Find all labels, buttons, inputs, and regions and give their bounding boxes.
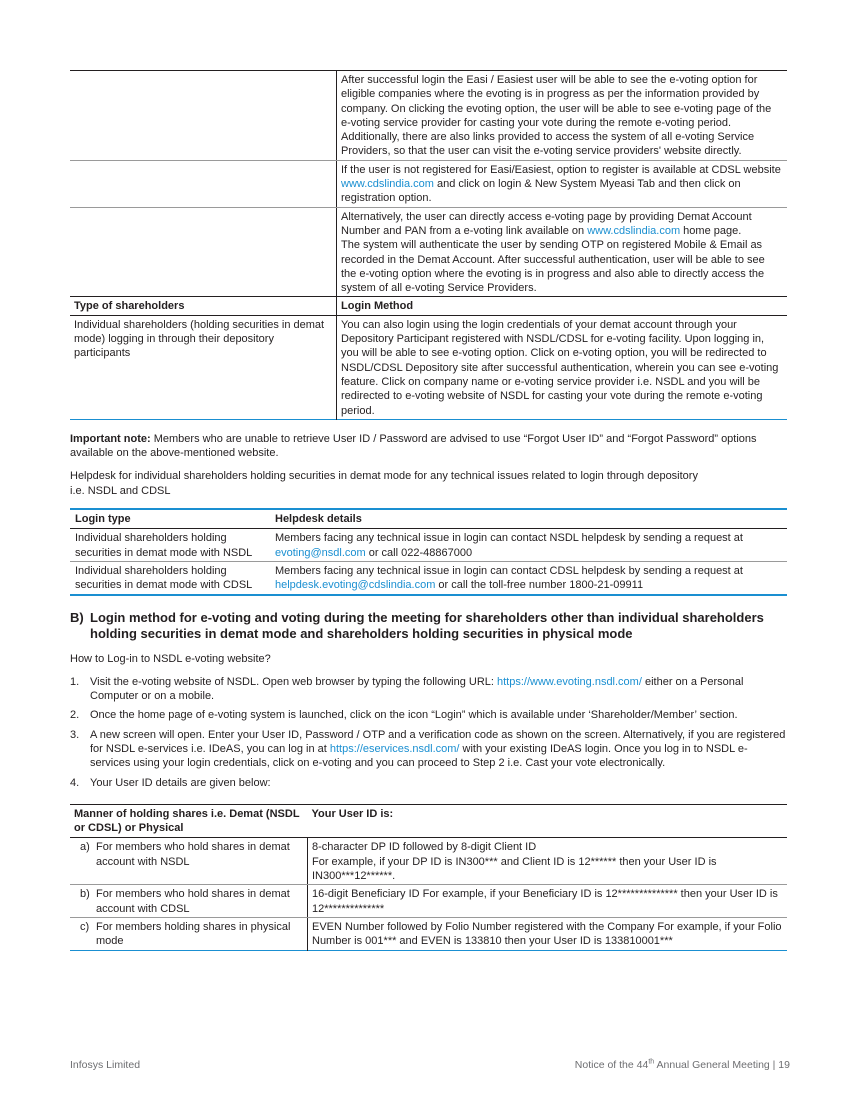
table-row [70,160,787,207]
footer-title: Notice of the 44th Annual General Meeting | 19 [574,1058,790,1071]
cdsl-email-link[interactable]: helpdesk.evoting@cdslindia.com [275,579,436,592]
column-header: Manner of holding shares i.e. Demat (NSDL or CDSL) or Physical [70,804,308,838]
table-header-row [70,509,787,529]
cdsl-website-link[interactable]: www.cdslindia.com [587,224,681,237]
table-cell: EVEN Number followed by Folio Number registered with the Company For example, if your Folio Number is 001*** and EVEN is 133810 then your User ID is 133810001*** [308,917,788,950]
table-header-row [70,297,787,315]
important-note-label: Important note: [70,432,151,445]
table-cell: After successful login the Easi / Easiest user will be able to see the e-voting option for eligible companies where the evoting is in progress as per the information provided by company. On clicking the evoting option, the user will be able to see e-voting page of the e-voting service provider for casting your vote during the remote e-voting period. Additionally, there are also links provided to access the system of all e-voting Service Providers, so that the user can visit the e-voting service providers' website directly. [337,71,788,161]
column-header: Your User ID is: [308,804,788,838]
table-row [70,561,787,594]
evoting-nsdl-link[interactable]: https://www.evoting.nsdl.com/ [497,675,642,688]
table-row [70,529,787,562]
nsdl-email-link[interactable]: evoting@nsdl.com [275,546,366,559]
table-cell: You can also login using the login credentials of your demat account through your Depository Participant registered with NSDL/CDSL for e-voting facility. Upon logging in, you will be able to see e-voting option. Click on e-voting option, you will be redirected to NSDL/CDSL Depository site after successful authentication, wherein you can see e-voting feature. Click on company name or e-voting service provider i.e. NSDL and you will be redirected to e-voting website of NSDL for casting your vote during the remote e-voting period. [337,315,788,419]
page-content [70,70,787,951]
table-row [70,838,787,885]
table-row [70,71,787,161]
helpdesk-table [70,508,787,595]
list-item: 2. Once the home page of e-voting system is launched, click on the icon “Login” which is available under ‘Shareholder/Member’ section. [70,709,738,722]
list-item: 1. Visit the e-voting website of NSDL. Open web browser by typing the following URL: https://www.evoting.nsdl.com/ either on a Personal Computer or on a mobile. [70,675,744,703]
column-header: Login type [70,509,270,529]
column-header: Type of shareholders [70,297,337,315]
table-row [70,917,787,950]
table-row [70,207,787,297]
table-cell: 16-digit Beneficiary ID For example, if your Beneficiary ID is 12************** then your User ID is 12************** [308,885,788,918]
eservices-nsdl-link[interactable]: https://eservices.nsdl.com/ [329,742,460,755]
steps-list [70,675,787,790]
table-row [70,885,787,918]
table-cell: b) For members who hold shares in demat account with CDSL [70,885,308,918]
table-row [70,315,787,419]
list-item: 4. Your User ID details are given below: [70,776,271,789]
table-cell: Individual shareholders (holding securities in demat mode) logging in through their depository participants [74,318,325,360]
table-cell: c) For members holding shares in physical mode [80,920,291,948]
how-to-label: How to Log-in to NSDL e-voting website? [70,652,271,665]
table-cell: a) For members who hold shares in demat account with NSDL [70,838,308,885]
section-heading [70,610,787,642]
column-header: Login Method [337,297,788,315]
list-item: 3. A new screen will open. Enter your User ID, Password / OTP and a verification code as shown on the screen. Alternatively, if you are registered for NSDL e-services i.e. IDeAS, you can log in at https://eservices.nsdl.com/ with your existing IDeAS login. Once you log in to NSDL e-services using your login credentials, click on e-voting and you can proceed to Step 2 i.e. Cast your vote electronically. [70,728,786,770]
important-note: Important note: Members who are unable to retrieve User ID / Password are advised to use “Forgot User ID” and “Forgot Password” options available on the above-mentioned website. [70,432,757,460]
table-cell: If the user is not registered for Easi/Easiest, option to register is available at CDSL website www.cdslindia.com and click on login & New System Myeasi Tab and then click on registration option. [337,160,788,207]
section-title: Login method for e-voting and voting during the meeting for shareholders other than individual shareholders holding securities in demat mode and shareholders holding securities in physical mode [90,609,764,641]
table-cell: Individual shareholders holding securities in demat mode with CDSL [75,564,253,592]
section-letter: B) [70,609,84,625]
table-cell: 8-character DP ID followed by 8-digit Client ID For example, if your DP ID is IN300*** and Client ID is 12****** then your User ID is IN300***12******. [308,838,788,885]
login-method-table [70,70,787,420]
column-header: Helpdesk details [270,509,787,529]
helpdesk-intro: Helpdesk for individual shareholders holding securities in demat mode for any technical issues related to login through depository i.e. NSDL and CDSL [70,470,698,497]
cdsl-website-link[interactable]: www.cdslindia.com [341,178,434,191]
user-id-table [70,804,787,951]
footer-company: Infosys Limited [70,1059,141,1071]
table-cell: Individual shareholders holding securities in demat mode with NSDL [70,529,270,562]
table-cell: Alternatively, the user can directly access e-voting page by providing Demat Account Number and PAN from a e-voting link available on www.cdslindia.com home page. The system will authenticate the user by sending OTP on registered Mobile & Email as recorded in the Demat Account. After successful authentication, user will be able to see the e-voting option where the evoting is in progress and also able to directly access the system of all e-voting Service Providers. [337,207,788,297]
table-header-row [70,804,787,838]
table-cell: Members facing any technical issue in login can contact NSDL helpdesk by sending a request at evoting@nsdl.com or call 022-48867000 [270,529,787,562]
table-cell: Members facing any technical issue in login can contact CDSL helpdesk by sending a request at helpdesk.evoting@cdslindia.com or call the toll-free number 1800-21-09911 [275,564,743,592]
